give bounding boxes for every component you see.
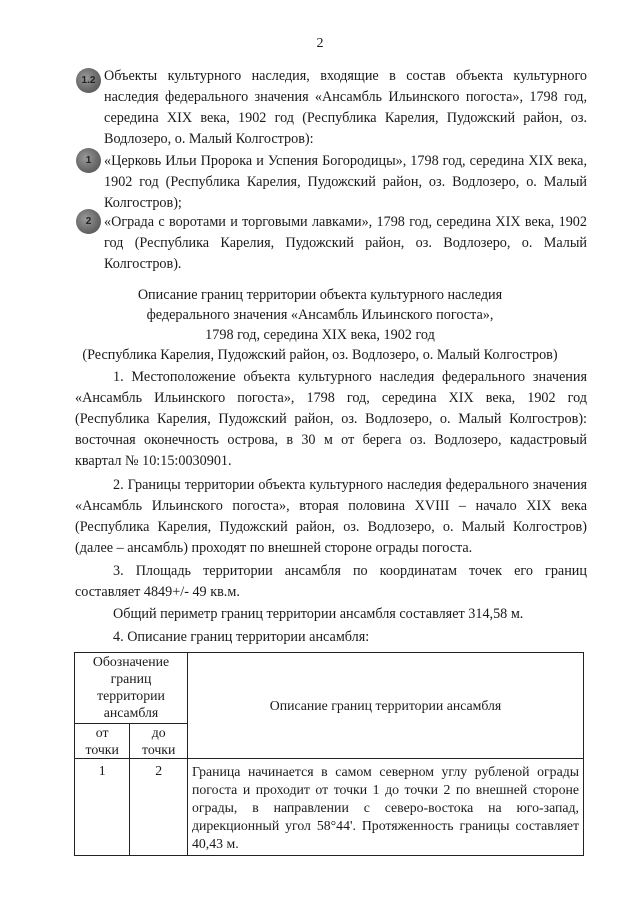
section-3-area: 3. Площадь территории ансамбля по координатам точек его границ составляет 4849+/- 49 кв.м. bbox=[75, 563, 587, 600]
table-row bbox=[75, 759, 584, 856]
table-cell-from: 1 bbox=[75, 759, 130, 856]
stamp-marker-icon: 1.2 bbox=[76, 68, 101, 93]
table-to-header: до точки bbox=[130, 724, 188, 759]
table-group-header: Обозначение границ территории ансамбля bbox=[75, 653, 188, 724]
object-item-1: «Церковь Ильи Пророка и Успения Богородицы», 1798 год, середина XIX века, 1902 год (Республика Карелия, Пудожский район, оз. Водлозеро, о. Малый Колгостров); bbox=[104, 153, 587, 211]
boundary-table bbox=[74, 652, 584, 856]
stamp-marker-icon: 2 bbox=[76, 209, 101, 234]
perimeter-text: Общий периметр границ территории ансамбля составляет 314,58 м. bbox=[113, 606, 524, 622]
section-2-boundaries: 2. Границы территории объекта культурного наследия федерального значения «Ансамбль Ильинского погоста», вторая половина XVIII – начало XIX века (Республика Карелия, Пудожский район, оз. Водлозеро, о. Малый Колгостров) (далее – ансамбль) проходят по внешней стороне ограды погоста. bbox=[75, 477, 587, 556]
section-4-heading: 4. Описание границ территории ансамбля: bbox=[113, 629, 370, 645]
table-cell-to: 2 bbox=[130, 759, 188, 856]
table-cell-description: Граница начинается в самом северном углу рубленой ограды погоста и проходит от точки 1 до точки 2 по внешней стороне ограды, в направлении с северо-востока на юго-запад, дирекционный угол 58°44'. Протяженность границы составляет 40,43 м. bbox=[188, 759, 584, 856]
heading-line-2: федерального значения «Ансамбль Ильинского погоста», bbox=[146, 307, 494, 323]
heading-line-1: Описание границ территории объекта культурного наследия bbox=[137, 287, 503, 303]
table-desc-header: Описание границ территории ансамбля bbox=[188, 653, 584, 759]
section-1-location: 1. Местоположение объекта культурного наследия федерального значения «Ансамбль Ильинского погоста», 1798 год, середина XIX века, 1902 год (Республика Карелия, Пудожский район, оз. Водлозеро, о. Малый Колгостров): восточная оконечность острова, в 30 м от берега оз. Водлозеро, кадастровый квартал № 10:15:0030901. bbox=[75, 369, 587, 469]
table-from-header: от точки bbox=[75, 724, 130, 759]
heading-line-4: (Республика Карелия, Пудожский район, оз. Водлозеро, о. Малый Колгостров) bbox=[82, 347, 558, 363]
heading-line-3: 1798 год, середина XIX века, 1902 год bbox=[205, 327, 435, 343]
stamp-marker-icon: 1 bbox=[76, 148, 101, 173]
objects-intro-paragraph: Объекты культурного наследия, входящие в состав объекта культурного наследия федерального значения «Ансамбль Ильинского погоста», 1798 год, середина XIX века, 1902 год (Республика Карелия, Пудожский район, оз. Водлозеро, о. Малый Колгостров): bbox=[104, 68, 587, 147]
page-number: 2 bbox=[316, 36, 324, 51]
object-item-2: «Ограда с воротами и торговыми лавками», 1798 год, середина XIX века, 1902 год (Республика Карелия, Пудожский район, оз. Водлозеро, о. Малый Колгостров). bbox=[104, 214, 587, 272]
